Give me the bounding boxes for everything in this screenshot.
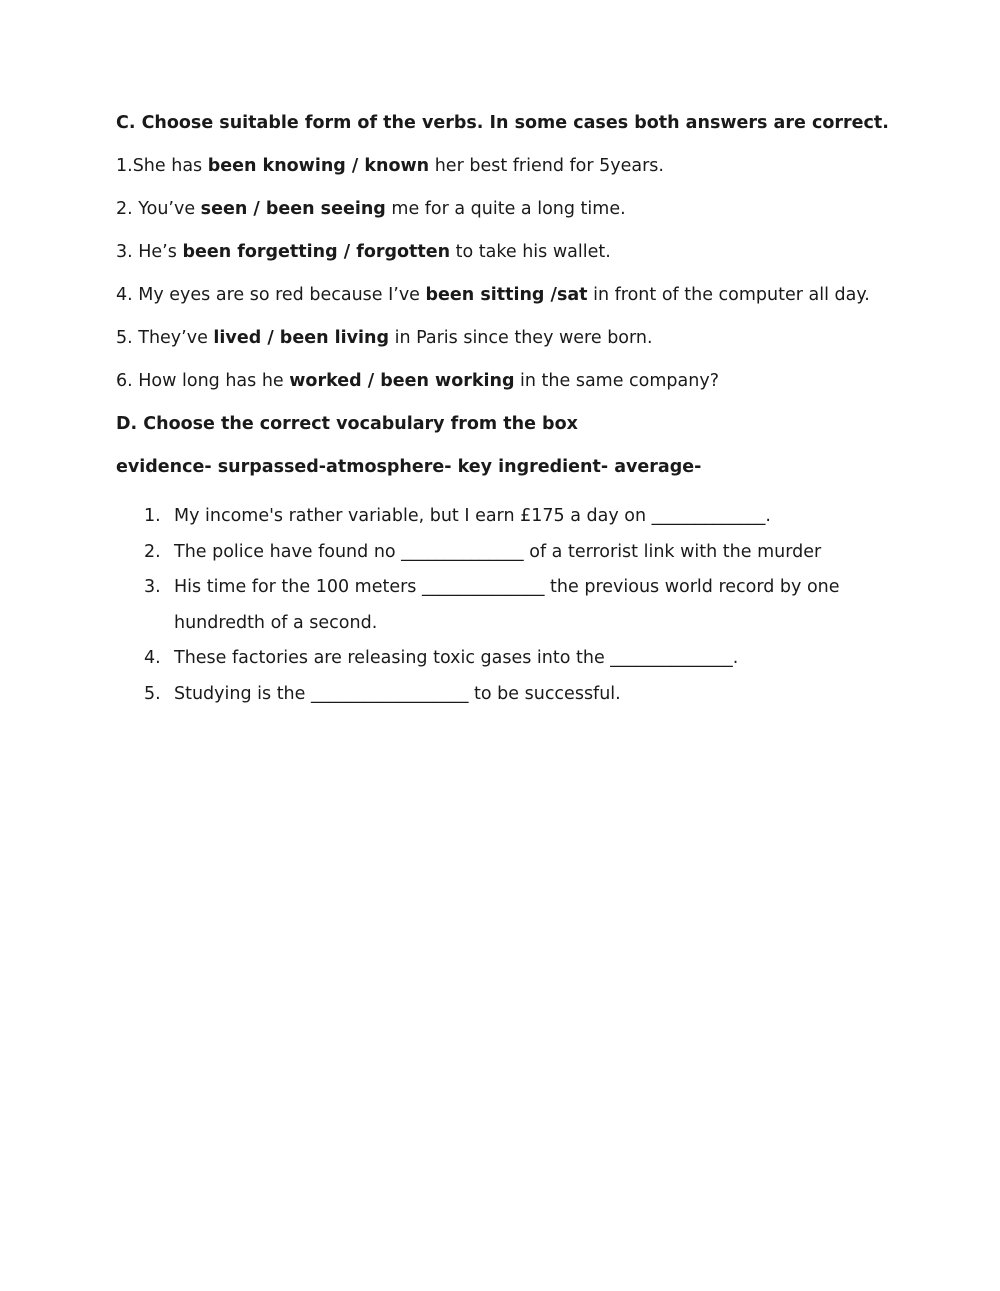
section-c-heading: C. Choose suitable form of the verbs. In some cases both answers are correct. xyxy=(116,113,889,133)
section-d-item-5: 5. Studying is the __________________ to be successful. xyxy=(144,683,621,704)
section-d-item-2: 2. The police have found no ______________ of a terrorist link with the murder xyxy=(144,541,822,562)
section-d-item-3: 3. His time for the 100 meters ______________ the previous world record by one hundredth of a second. xyxy=(144,577,840,633)
worksheet-page xyxy=(116,112,916,712)
section-c-item-2: 2. You’ve seen / been seeing me for a quite a long time. xyxy=(116,199,626,219)
section-d-list xyxy=(116,499,916,712)
section-d-item-1: 1. My income's rather variable, but I earn £175 a day on _____________. xyxy=(144,506,771,526)
verb-choice: been forgetting / forgotten xyxy=(182,242,451,262)
section-c-item-5: 5. They’ve lived / been living in Paris since they were born. xyxy=(116,328,653,348)
section-c-item-3: 3. He’s been forgetting / forgotten to take his wallet. xyxy=(116,242,611,262)
vocabulary-box: evidence- surpassed-atmosphere- key ingredient- average- xyxy=(116,457,702,477)
section-c-item-1: 1.She has been knowing / known her best friend for 5years. xyxy=(116,156,664,176)
section-d-heading: D. Choose the correct vocabulary from the box xyxy=(116,414,578,434)
section-c-list xyxy=(116,155,916,392)
section-c-item-6: 6. How long has he worked / been working in the same company? xyxy=(116,371,719,391)
section-d-item-4: 4. These factories are releasing toxic gases into the ______________. xyxy=(144,648,739,668)
section-c-item-4: 4. My eyes are so red because I’ve been sitting /sat in front of the computer all day. xyxy=(116,285,870,305)
verb-choice: seen / been seeing xyxy=(200,199,386,219)
verb-choice: worked / been working xyxy=(289,371,515,391)
verb-choice: been sitting /sat xyxy=(425,285,588,305)
verb-choice: been knowing / known xyxy=(207,156,430,176)
verb-choice: lived / been living xyxy=(213,328,390,348)
